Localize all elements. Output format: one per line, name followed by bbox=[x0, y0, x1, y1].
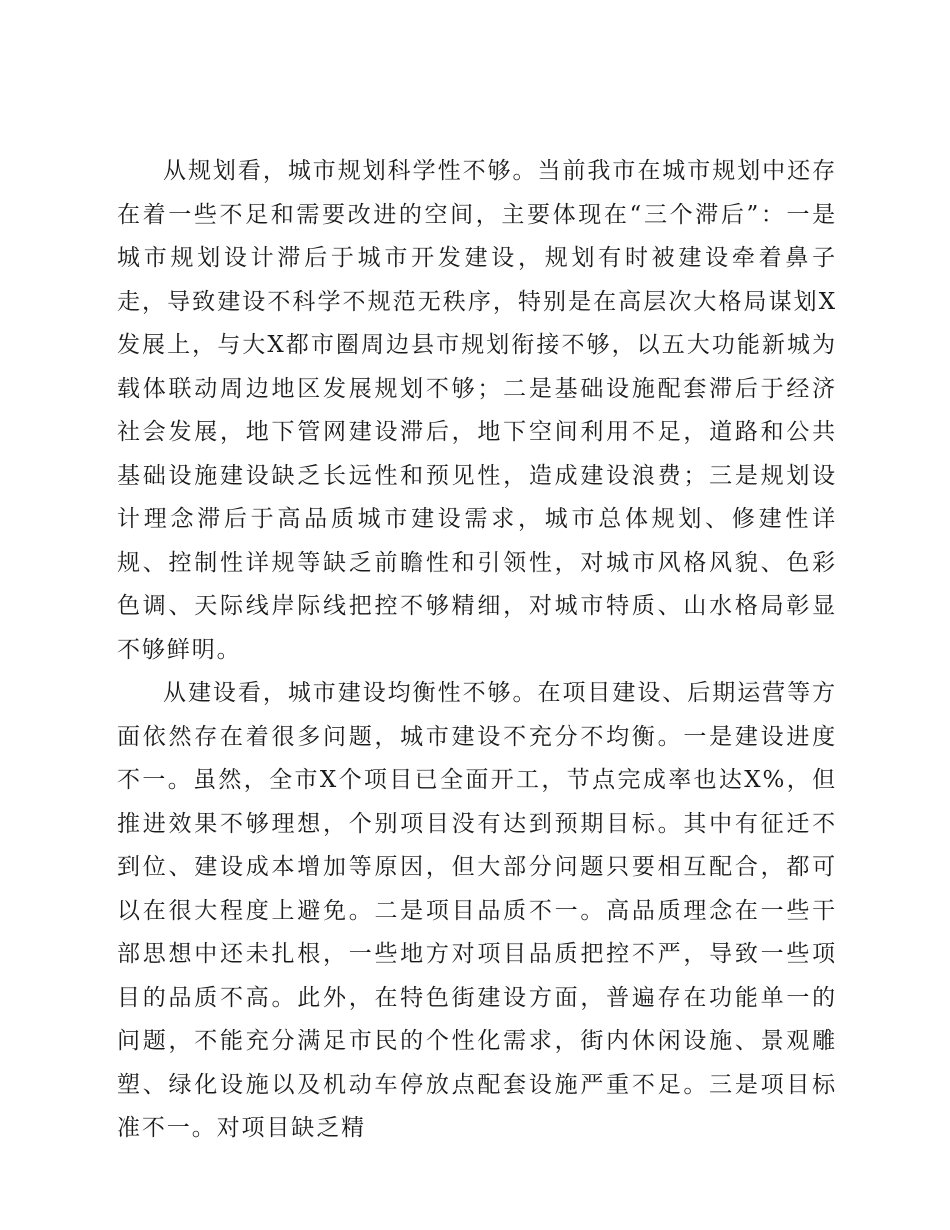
paragraph-construction: 从建设看，城市建设均衡性不够。在项目建设、后期运营等方面依然存在着很多问题，城市建设不充分不均衡。一是建设进度不一。虽然，全市X个项目已全面开工，节点完成率也达X%，但推进效果不够理想，个别项目没有达到预期目标。其中有征迁不到位、建设成本增加等原因，但大部分问题只要相互配合，都可以在很大程度上避免。二是项目品质不一。高品质理念在一些干部思想中还未扎根，一些地方对项目品质把控不严，导致一些项目的品质不高。此外，在特色街建设方面，普遍存在功能单一的问题，不能充分满足市民的个性化需求，街内休闲设施、景观雕塑、绿化设施以及机动车停放点配套设施严重不足。三是项目标准不一。对项目缺乏精 bbox=[117, 680, 837, 1141]
document-body bbox=[117, 150, 837, 1151]
paragraph-planning: 从规划看，城市规划科学性不够。当前我市在城市规划中还存在着一些不足和需要改进的空间，主要体现在“三个滞后”：一是城市规划设计滞后于城市开发建设，规划有时被建设牵着鼻子走，导致建设不科学不规范无秩序，特别是在高层次大格局谋划X发展上，与大X都市圈周边县市规划衔接不够，以五大功能新城为载体联动周边地区发展规划不够；二是基础设施配套滞后于经济社会发展，地下管网建设滞后，地下空间利用不足，道路和公共基础设施建设缺乏长远性和预见性，造成建设浪费；三是规划设计理念滞后于高品质城市建设需求，城市总体规划、修建性详规、控制性详规等缺乏前瞻性和引领性，对城市风格风貌、色彩色调、天际线岸际线把控不够精细，对城市特质、山水格局彰显不够鲜明。 bbox=[117, 158, 837, 663]
